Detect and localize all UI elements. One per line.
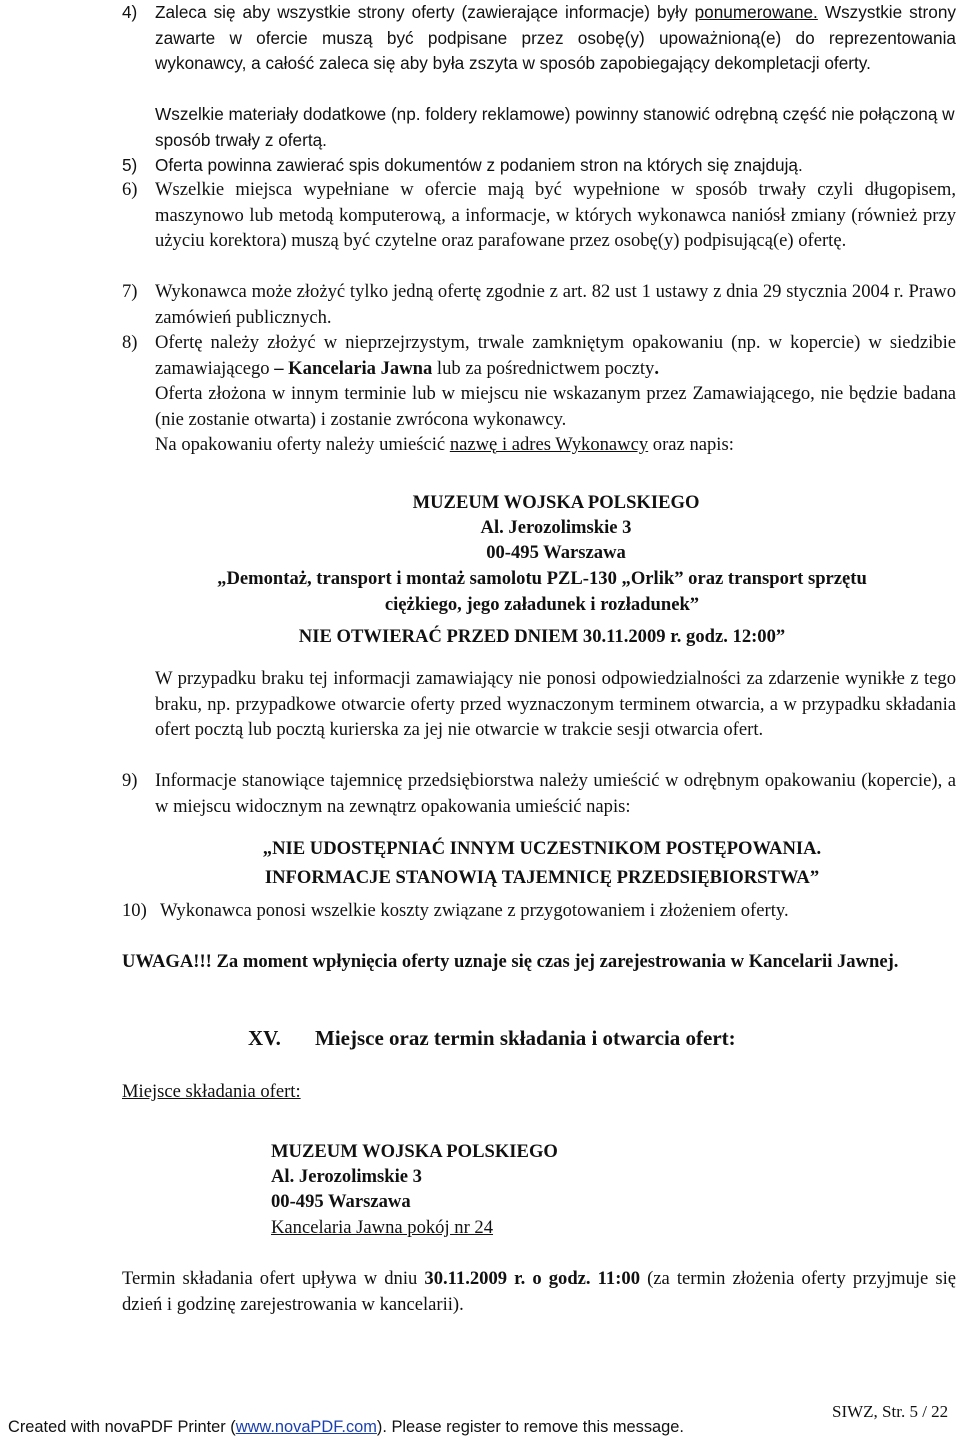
address-line: Al. Jerozolimskie 3 [480,517,632,538]
list-number: 8) [122,332,138,353]
paragraph [155,432,956,458]
address-line: 00-495 Warszawa [271,1191,411,1212]
warning-note: UWAGA!!! Za moment wpłynięcia oferty uznaje się czas jej zarejestrowania w Kancelarii Jawnej. [122,951,899,972]
section-title: Miejsce oraz termin składania i otwarcia ofert: [315,1026,736,1050]
place-label: Miejsce składania ofert: [122,1081,301,1102]
footer-link[interactable]: www.novaPDF.com [235,1418,377,1436]
watermark-footer [8,1418,684,1437]
list-number: 5) [122,155,138,175]
address-line: 00-495 Warszawa [486,542,626,563]
address-line: Al. Jerozolimskie 3 [271,1166,422,1187]
subject-line: ciężkiego, jego załadunek i rozładunek” [384,594,700,615]
paragraph-text: Na opakowaniu oferty należy umieścić [155,434,450,455]
deadline-paragraph [122,1266,956,1317]
confidential-notice: „NIE UDOSTĘPNIAĆ INNYM UCZESTNIKOM POSTĘPOWANIA. [262,838,822,859]
page-number: SIWZ, Str. 5 / 22 [832,1402,949,1421]
list-item-text: Informacje stanowiące tajemnicę przedsiębiorstwa należy umieścić w odrębnym opakowaniu (kopercie), a w miejscu widocznym na zewnątrz opakowania umieścić napis: [155,770,956,817]
bold-text: – Kancelaria Jawna [274,357,433,379]
list-number: 10) [122,900,147,921]
list-item-text [155,0,956,77]
list-item-text: Wykonawca może złożyć tylko jedną ofertę zgodnie z art. 82 ust 1 ustawy z dnia 29 stycznia 2004 r. Prawo zamówień publicznych. [155,281,956,328]
list-item-text: Wykonawca ponosi wszelkie koszty związane z przygotowaniem i złożeniem oferty. [160,900,789,921]
paragraph: Oferta złożona w innym terminie lub w miejscu nie wskazanym przez Zamawiającego, nie będzie badana (nie zostanie otwarta) i zostanie zwrócona wykonawcy. [155,383,956,430]
footer-text: Created with novaPDF Printer ( [8,1418,236,1436]
list-number: 7) [122,281,138,302]
bold-text: . [654,357,659,379]
paragraph-text: Wszystkie strony zawarte w ofercie muszą być podpisane przez osobę(y) upoważnioną(e) do reprezentowania wykonawcy, a całość zaleca się aby była zszyta w sposób zapobiegający dekompletacji oferty. [155,2,956,74]
paragraph-text: Ofertę należy złożyć w nieprzejrzystym, trwale zamkniętym opakowaniu (np. w kopercie) w siedzibie zamawiającego [155,332,956,379]
paragraph-text: lub za pośrednictwem poczty [432,357,655,379]
footer-text: ). Please register to remove this message. [376,1418,684,1436]
address-line: Kancelaria Jawna pokój nr 24 [271,1217,494,1238]
paragraph-text: (za termin złożenia oferty przyjmuje się dzień i godzinę zarejestrowania w kancelarii). [122,1268,957,1315]
address-line: MUZEUM WOJSKA POLSKIEGO [271,1141,558,1162]
list-item-text: Wszelkie miejsca wypełniane w ofercie mają być wypełnione w sposób trwały czyli długopisem, maszynowo lub metodą komputerową, a informacje, w których wykonawca naniósł zmiany (również przy użyciu korektora) muszą być czytelne oraz parafowane przez osobę(y) podpisującą(e) ofertę. [155,179,956,252]
do-not-open-notice: NIE OTWIERAĆ PRZED DNIEM 30.11.2009 r. godz. 12:00” [298,626,786,647]
subject-line: „Demontaż, transport i montaż samolotu PZL-130 „Orlik” oraz transport sprzętu [217,568,867,589]
confidential-notice: INFORMACJE STANOWIĄ TAJEMNICĘ PRZEDSIĘBIORSTWA” [264,867,820,888]
bold-text: 30.11.2009 r. o godz. 11:00 [424,1268,640,1289]
list-number: 6) [122,179,138,200]
paragraph-text: Zaleca się aby wszystkie strony oferty (zawierające informacje) były [155,2,695,22]
section-number: XV. [248,1026,281,1050]
list-number: 9) [122,770,138,791]
paragraph: W przypadku braku tej informacji zamawiający nie ponosi odpowiedzialności za zdarzenie wynikłe z tego braku, np. przypadkowe otwarcie oferty przed wyznaczonym terminem otwarcia, a w przypadku składania ofert pocztą lub pocztą kurierska za jej nie otwarcie w trakcie sesji otwarcia ofert. [155,668,956,741]
underlined-text: ponumerowane. [694,2,818,22]
paragraph-text: Termin składania ofert upływa w dniu [122,1268,425,1289]
underlined-text: nazwę i adres Wykonawcy [449,434,649,455]
list-item-text: Oferta powinna zawierać spis dokumentów z podaniem stron na których się znajdują. [155,155,803,175]
paragraph-text: oraz napis: [648,434,734,455]
paragraph: Wszelkie materiały dodatkowe (np. foldery reklamowe) powinny stanowić odrębną część nie połączoną w sposób trwały z ofertą. [155,104,955,150]
list-number: 4) [122,2,138,22]
address-line: MUZEUM WOJSKA POLSKIEGO [412,492,700,513]
list-item-text [155,330,956,381]
